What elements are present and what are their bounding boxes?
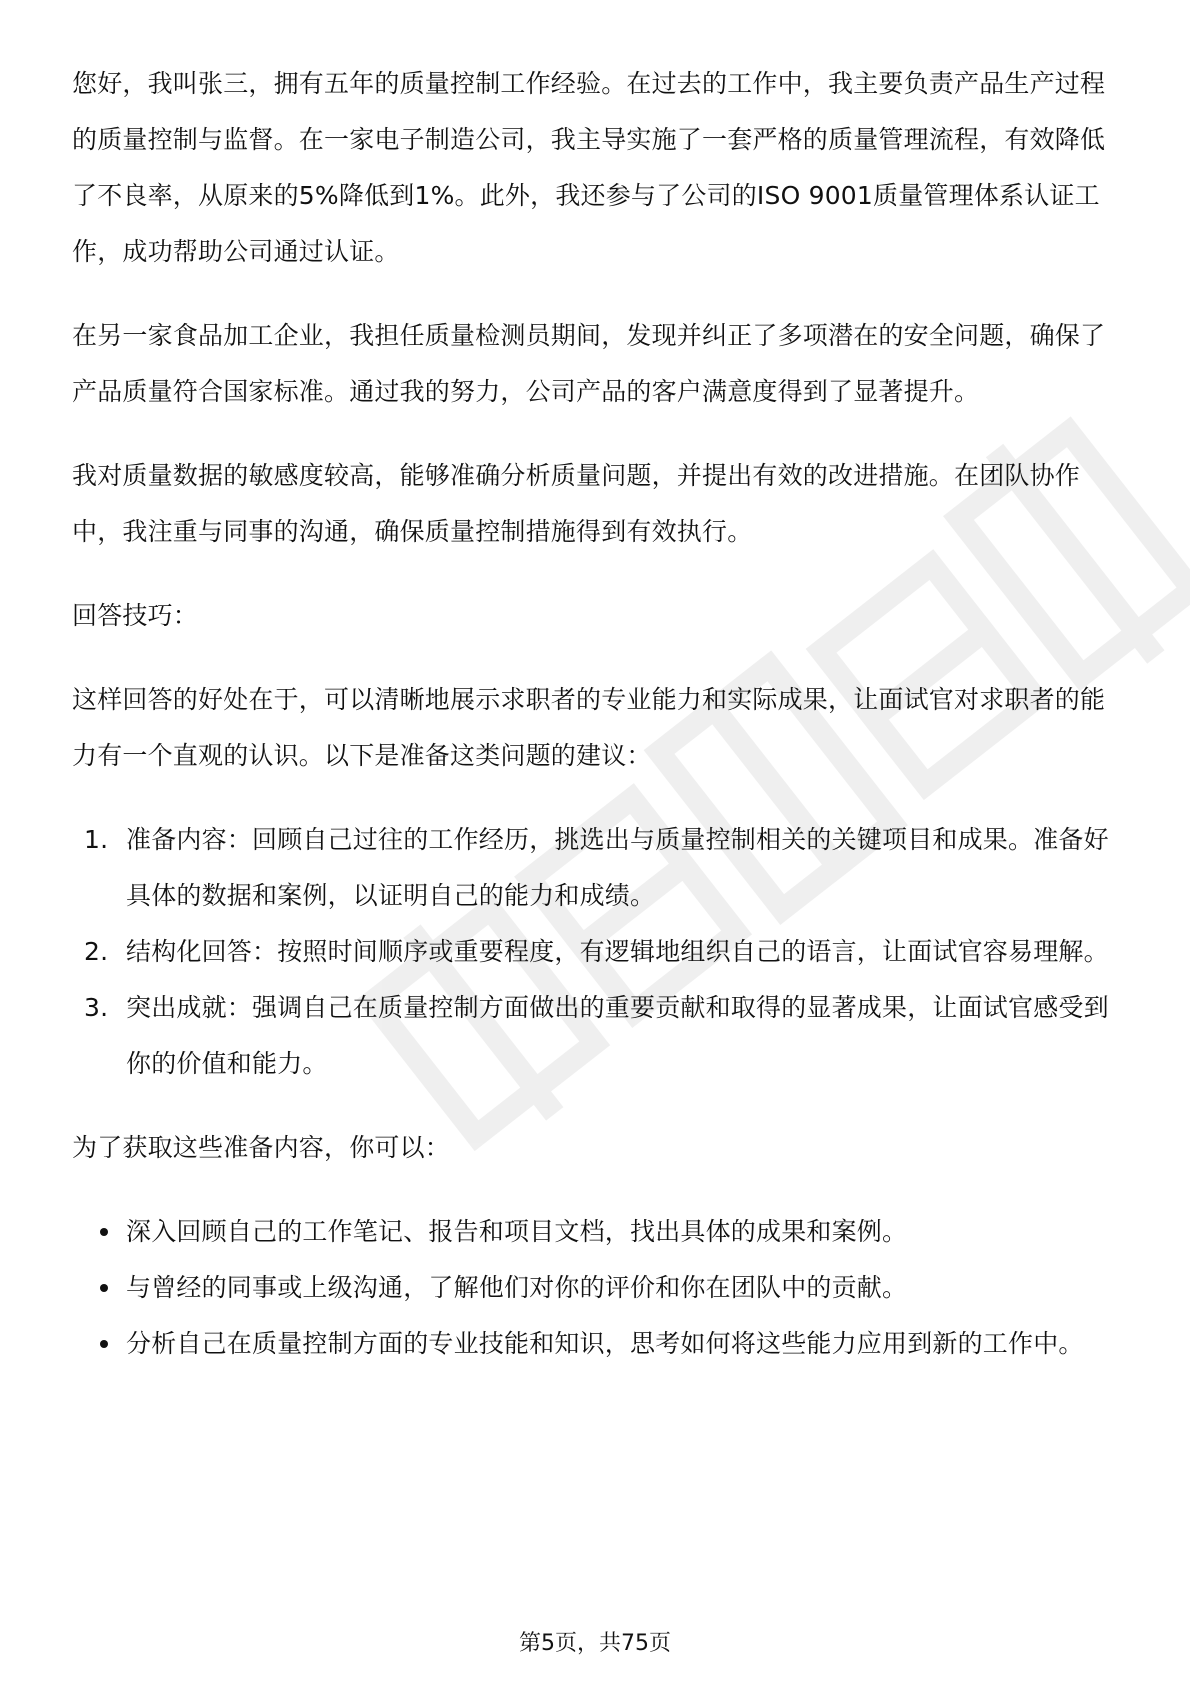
heading-answer-tips: 回答技巧： bbox=[72, 601, 199, 630]
numbered-list bbox=[72, 812, 1118, 1092]
list-item bbox=[72, 812, 1118, 924]
list-number: 2. bbox=[84, 937, 109, 966]
list-item-text: 深入回顾自己的工作笔记、报告和项目文档，找出具体的成果和案例。 bbox=[126, 1217, 908, 1246]
list-item-text: 突出成就：强调自己在质量控制方面做出的重要贡献和取得的显著成果，让面试官感受到你的价值和能力。 bbox=[126, 993, 1109, 1078]
list-item bbox=[72, 1260, 1118, 1316]
bullet-dot-icon bbox=[100, 1340, 108, 1348]
list-item-text: 分析自己在质量控制方面的专业技能和知识，思考如何将这些能力应用到新的工作中。 bbox=[126, 1329, 1084, 1358]
list-item bbox=[72, 924, 1118, 980]
list-item-text: 与曾经的同事或上级沟通，了解他们对你的评价和你在团队中的贡献。 bbox=[126, 1273, 908, 1302]
list-item-text: 结构化回答：按照时间顺序或重要程度，有逻辑地组织自己的语言，让面试官容易理解。 bbox=[126, 937, 1109, 966]
document-body bbox=[72, 56, 1118, 1372]
paragraph-food-company: 在另一家食品加工企业，我担任质量检测员期间，发现并纠正了多项潜在的安全问题，确保了产品质量符合国家标准。通过我的努力，公司产品的客户满意度得到了显著提升。 bbox=[72, 321, 1106, 406]
list-item bbox=[72, 980, 1118, 1092]
bullet-list bbox=[72, 1204, 1118, 1372]
list-number: 3. bbox=[84, 993, 109, 1022]
paragraph-benefits: 这样回答的好处在于，可以清晰地展示求职者的专业能力和实际成果，让面试官对求职者的能力有一个直观的认识。以下是准备这类问题的建议： bbox=[72, 685, 1106, 770]
list-item bbox=[72, 1204, 1118, 1260]
paragraph-how-to-prepare: 为了获取这些准备内容，你可以： bbox=[72, 1133, 451, 1162]
page-number-footer: 第5页，共75页 bbox=[519, 1631, 671, 1656]
paragraph-intro: 您好，我叫张三，拥有五年的质量控制工作经验。在过去的工作中，我主要负责产品生产过程的质量控制与监督。在一家电子制造公司，我主导实施了一套严格的质量管理流程，有效降低了不良率，从原来的5%降低到1%。此外，我还参与了公司的ISO 9001质量管理体系认证工作，成功帮助公司通过认证。 bbox=[72, 69, 1106, 266]
list-number: 1. bbox=[84, 825, 109, 854]
paragraph-data-sensitivity: 我对质量数据的敏感度较高，能够准确分析质量问题，并提出有效的改进措施。在团队协作中，我注重与同事的沟通，确保质量控制措施得到有效执行。 bbox=[72, 461, 1081, 546]
list-item-text: 准备内容：回顾自己过往的工作经历，挑选出与质量控制相关的关键项目和成果。准备好具体的数据和案例，以证明自己的能力和成绩。 bbox=[126, 825, 1109, 910]
bullet-dot-icon bbox=[100, 1228, 108, 1236]
list-item bbox=[72, 1316, 1118, 1372]
bullet-dot-icon bbox=[100, 1284, 108, 1292]
